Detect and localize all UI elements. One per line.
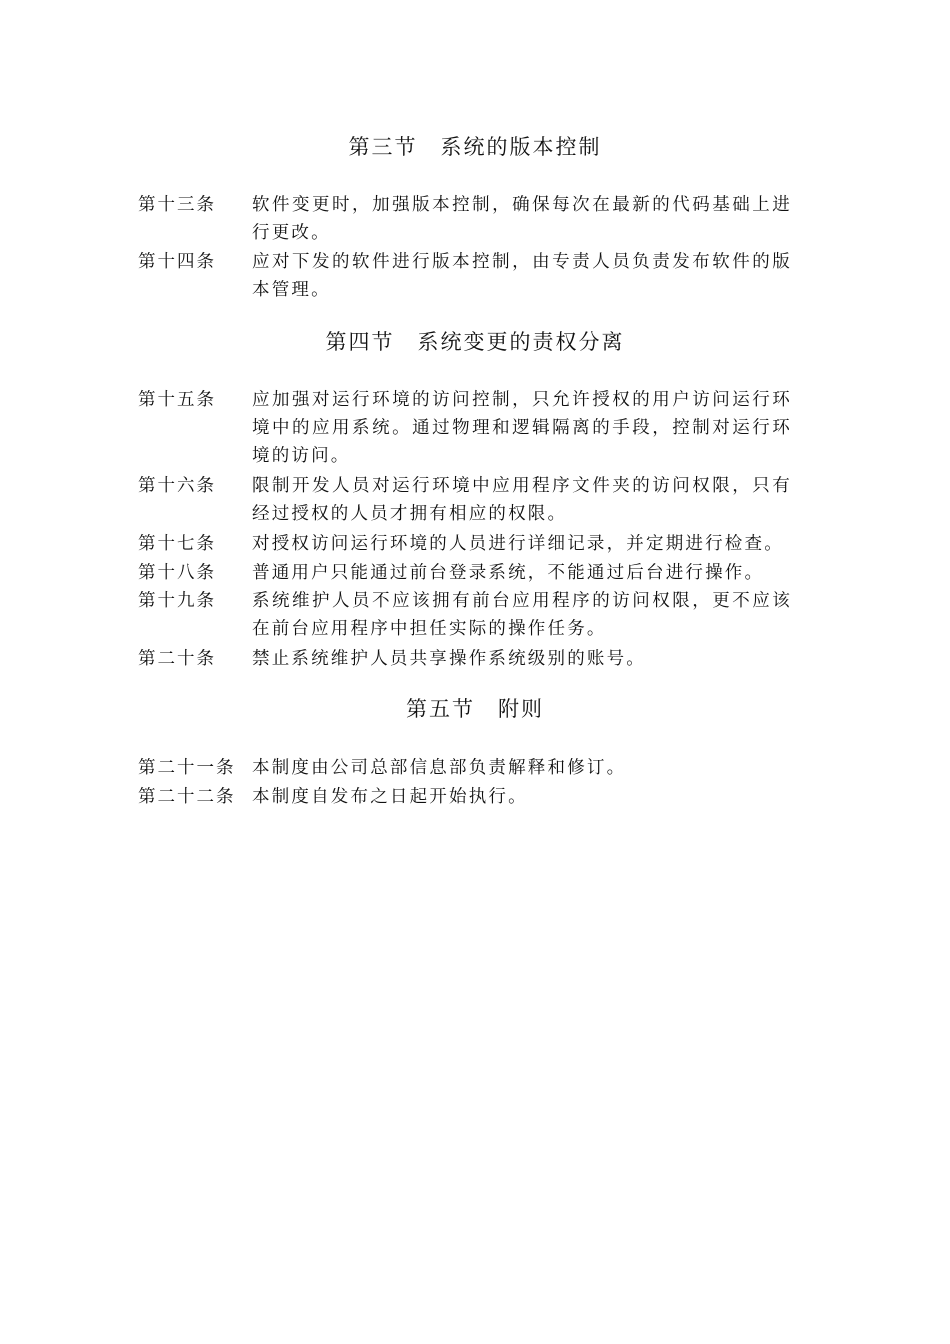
article-label: 第十九条 — [138, 591, 216, 611]
article-label: 第十五条 — [138, 390, 216, 410]
article — [138, 559, 798, 587]
article-label: 第十八条 — [138, 563, 216, 583]
article — [138, 530, 798, 558]
section-title: 第三节 系统的版本控制 — [348, 135, 602, 159]
section-title: 第四节 系统变更的责权分离 — [325, 330, 625, 354]
article-text: 普通用户只能通过前台登录系统，不能通过后台进行操作。 — [252, 563, 765, 583]
article-label: 第十三条 — [138, 195, 216, 215]
article-text: 禁止系统维护人员共享操作系统级别的账号。 — [252, 649, 646, 669]
article-text: 本制度由公司总部信息部负责解释和修订。 — [252, 758, 627, 778]
article-text: 应加强对运行环境的访问控制，只允许授权的用户访问运行环境中的应用系统。通过物理和逻辑隔离的手段，控制对运行环境的访问。 — [252, 390, 792, 466]
article — [138, 191, 798, 247]
article-text: 软件变更时，加强版本控制，确保每次在最新的代码基础上进行更改。 — [252, 195, 792, 243]
article-text: 应对下发的软件进行版本控制，由专责人员负责发布软件的版本管理。 — [252, 252, 792, 300]
article-label: 第十六条 — [138, 476, 216, 496]
article-label: 第二十二条 — [138, 787, 236, 807]
article — [138, 386, 798, 470]
article — [138, 645, 798, 673]
article-text: 系统维护人员不应该拥有前台应用程序的访问权限，更不应该在前台应用程序中担任实际的操作任务。 — [252, 591, 792, 639]
article — [138, 783, 798, 811]
article — [138, 587, 798, 643]
article-label: 第二十条 — [138, 649, 216, 669]
article — [138, 248, 798, 304]
article — [138, 472, 798, 528]
article-text: 本制度自发布之日起开始执行。 — [252, 787, 528, 807]
article-label: 第十七条 — [138, 534, 216, 554]
section-title: 第五节 附则 — [406, 697, 544, 721]
article — [138, 754, 798, 782]
article-text: 对授权访问运行环境的人员进行详细记录，并定期进行检查。 — [252, 534, 784, 554]
article-label: 第二十一条 — [138, 758, 236, 778]
article-text: 限制开发人员对运行环境中应用程序文件夹的访问权限，只有经过授权的人员才拥有相应的权限。 — [252, 476, 792, 524]
article-label: 第十四条 — [138, 252, 216, 272]
